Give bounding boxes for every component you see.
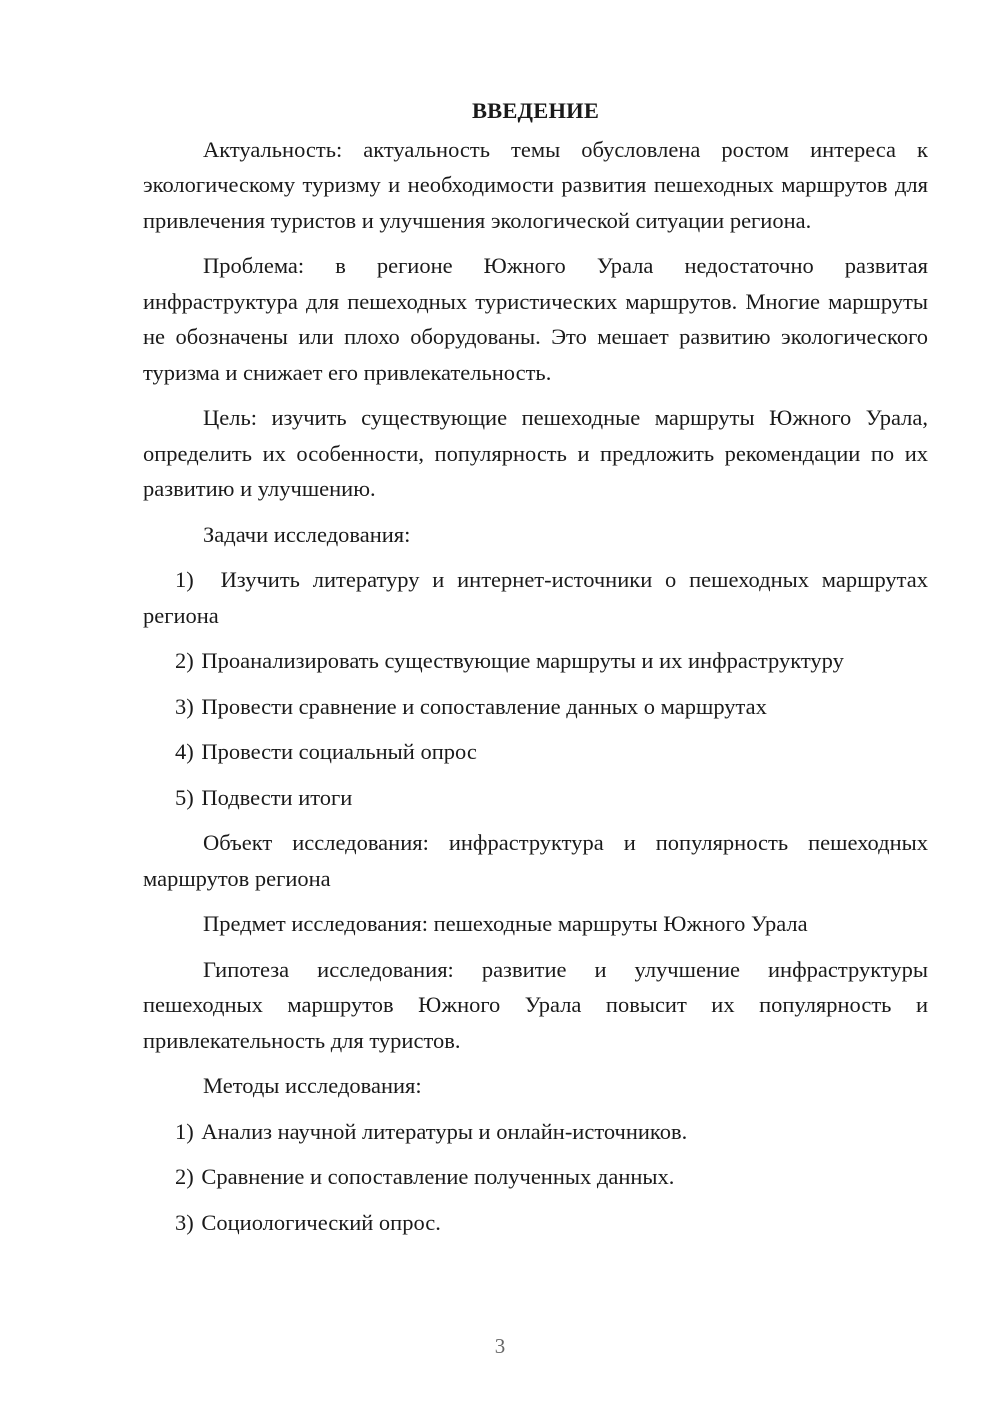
object-paragraph: Объект исследования: инфраструктура и популярность пешеходных маршрутов региона xyxy=(143,830,928,891)
method-text: Анализ научной литературы и онлайн-источников. xyxy=(201,1118,688,1144)
method-item-1 xyxy=(143,1104,928,1150)
task-number: 4) xyxy=(175,739,194,764)
method-number: 3) xyxy=(175,1209,194,1235)
task-text: Провести социальный опрос xyxy=(201,739,477,764)
method-item-2 xyxy=(143,1149,928,1195)
subject-paragraph: Предмет исследования: пешеходные маршруты Южного Урала xyxy=(203,911,808,936)
page-content xyxy=(143,93,928,1240)
method-text: Социологический опрос. xyxy=(201,1209,441,1235)
methods-label: Методы исследования: xyxy=(203,1073,422,1098)
method-number: 2) xyxy=(175,1164,194,1189)
task-text: Проанализировать существующие маршруты и их инфраструктуру xyxy=(201,648,844,673)
task-text: Подвести итоги xyxy=(201,784,353,810)
task-number: 5) xyxy=(175,784,194,810)
problem-paragraph: Проблема: в регионе Южного Урала недостаточно развитая инфраструктура для пешеходных туристических маршрутов. Многие маршруты не обозначены или плохо оборудованы. Это мешает развитию экологического туризма и снижает его привлекательность. xyxy=(143,253,928,385)
tasks-label: Задачи исследования: xyxy=(203,521,411,547)
page-number: 3 xyxy=(494,1334,506,1358)
method-number: 1) xyxy=(175,1118,194,1144)
task-text: Провести сравнение и сопоставление данных о маршрутах xyxy=(201,693,767,719)
task-text: Изучить литературу и интернет-источники о пешеходных маршрутах региона xyxy=(143,567,928,628)
task-number: 3) xyxy=(175,693,194,719)
task-item-4 xyxy=(143,724,928,770)
hypothesis-paragraph: Гипотеза исследования: развитие и улучшение инфраструктуры пешеходных маршрутов Южного Урала повысит их популярность и привлекательность для туристов. xyxy=(143,956,928,1053)
task-item-5 xyxy=(143,770,928,816)
goal-paragraph: Цель: изучить существующие пешеходные маршруты Южного Урала, определить их особенности, популярность и предложить рекомендации по их развитию и улучшению. xyxy=(143,405,928,501)
method-item-3 xyxy=(143,1195,928,1241)
task-number: 1) xyxy=(175,567,194,592)
relevance-paragraph: Актуальность: актуальность темы обусловлена ростом интереса к экологическому туризму и необходимости развития пешеходных маршрутов для привлечения туристов и улучшения экологической ситуации региона. xyxy=(143,136,928,233)
task-item-1 xyxy=(143,552,928,633)
task-item-2 xyxy=(143,633,928,679)
section-heading: ВВЕДЕНИЕ xyxy=(471,98,600,123)
method-text: Сравнение и сопоставление полученных данных. xyxy=(201,1164,675,1189)
task-item-3 xyxy=(143,679,928,725)
task-number: 2) xyxy=(175,648,194,673)
